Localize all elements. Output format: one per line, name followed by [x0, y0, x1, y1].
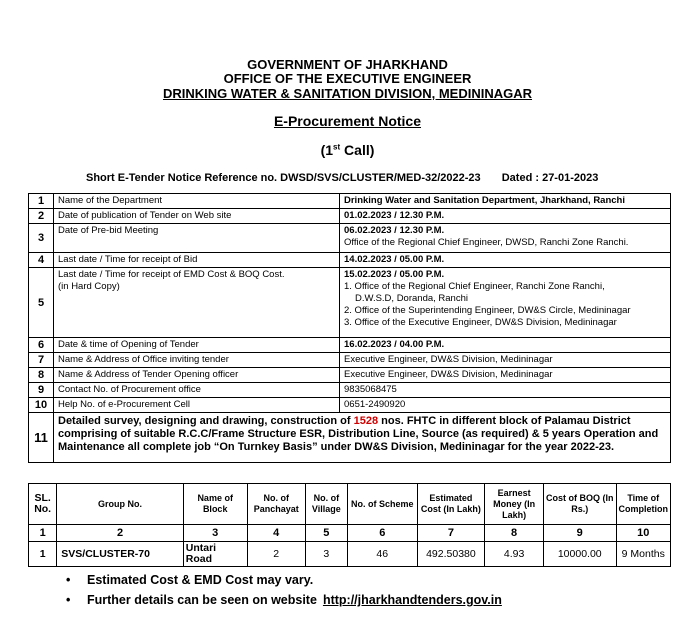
block-name: Untari Road	[183, 542, 247, 567]
row-value: 0651-2490920	[340, 398, 671, 413]
table-row	[29, 253, 671, 268]
row-value: Executive Engineer, DW&S Division, Medininagar	[340, 353, 671, 368]
table-row	[29, 268, 671, 338]
col-number: 4	[247, 525, 305, 542]
row-label: Contact No. of Procurement office	[54, 383, 340, 398]
col-number: 6	[347, 525, 417, 542]
group-header-row	[29, 484, 671, 525]
table-row	[29, 194, 671, 209]
reference-date: Dated : 27-01-2023	[501, 172, 599, 184]
row-value: 15.02.2023 / 05.00 P.M. 1. Office of the Regional Chief Engineer, Ranchi Zone Ranchi, D.W.S.D, Doranda, Ranchi 2. Office of the Superintending Engineer, DW&S Circle, Medininagar 3. Office of the Executive Engineer, DW&S Division, Medininagar	[340, 268, 671, 338]
row-value: 9835068475	[340, 383, 671, 398]
header-line-1: GOVERNMENT OF JHARKHAND	[247, 57, 448, 72]
row-label: Name of the Department	[54, 194, 340, 209]
table-row	[29, 353, 671, 368]
row-sl: 5	[29, 268, 54, 338]
row-value: 16.02.2023 / 04.00 P.M.	[340, 338, 671, 353]
row-sl: 8	[29, 368, 54, 383]
col-number: 10	[616, 525, 671, 542]
col-number: 3	[183, 525, 247, 542]
reference-number: Short E-Tender Notice Reference no. DWSD/SVS/CLUSTER/MED-32/2022-23	[86, 172, 481, 184]
row-sl: 3	[29, 224, 54, 253]
row-label: Date & time of Opening of Tender	[54, 338, 340, 353]
column-number-row	[29, 525, 671, 542]
row-sl: 1	[29, 194, 54, 209]
col-number: 8	[485, 525, 544, 542]
col-header: No. of Village	[305, 484, 347, 525]
col-number: 9	[543, 525, 616, 542]
call-label: (1st Call)	[320, 142, 375, 158]
work-description-row	[29, 413, 671, 463]
row-sl: 11	[29, 413, 54, 463]
group-number: SVS/CLUSTER-70	[57, 542, 183, 567]
col-number: 5	[305, 525, 347, 542]
col-header: Group No.	[57, 484, 183, 525]
row-sl: 4	[29, 253, 54, 268]
table-row	[29, 398, 671, 413]
col-header: Time of Completion	[616, 484, 671, 525]
col-number: 7	[417, 525, 485, 542]
group-details-table	[28, 483, 671, 567]
row-label: Date of publication of Tender on Web site	[54, 209, 340, 224]
village-count: 3	[305, 542, 347, 567]
bullet-icon: •	[66, 573, 71, 587]
row-label: Help No. of e-Procurement Cell	[54, 398, 340, 413]
table-row	[29, 542, 671, 567]
website-link[interactable]: http://jharkhandtenders.gov.in	[322, 593, 502, 607]
table-row	[29, 338, 671, 353]
col-header: Earnest Money (In Lakh)	[485, 484, 544, 525]
estimated-cost: 492.50380	[417, 542, 485, 567]
row-label: Date of Pre-bid Meeting	[54, 224, 340, 253]
row-value: Drinking Water and Sanitation Department, Jharkhand, Ranchi	[340, 194, 671, 209]
row-label: Last date / Time for receipt of EMD Cost & BOQ Cost. (in Hard Copy)	[54, 268, 340, 338]
fhtc-count: 1528	[353, 415, 379, 427]
panchayat-count: 2	[247, 542, 305, 567]
row-label: Last date / Time for receipt of Bid	[54, 253, 340, 268]
header-line-2: OFFICE OF THE EXECUTIVE ENGINEER	[223, 71, 472, 86]
work-description: Detailed survey, designing and drawing, construction of 1528 nos. FHTC in different block of Palamau District comprising of suitable R.C.C/Frame Structure ESR, Distribution Line, Source (as required) & 5 years Operation and Maintenance all complete job “On Turnkey Basis” under DW&S Division, Medininagar for the year 2022-23.	[54, 413, 671, 463]
row-label: Name & Address of Office inviting tender	[54, 353, 340, 368]
notice-title: E-Procurement Notice	[273, 113, 422, 129]
row-sl: 6	[29, 338, 54, 353]
row-sl: 7	[29, 353, 54, 368]
col-header: No. of Panchayat	[247, 484, 305, 525]
row-sl: 2	[29, 209, 54, 224]
row-value: Executive Engineer, DW&S Division, Medininagar	[340, 368, 671, 383]
col-header: Estimated Cost (In Lakh)	[417, 484, 485, 525]
col-header: Name of Block	[183, 484, 247, 525]
table-row	[29, 368, 671, 383]
earnest-money: 4.93	[485, 542, 544, 567]
table-row	[29, 209, 671, 224]
row-value: 06.02.2023 / 12.30 P.M. Office of the Regional Chief Engineer, DWSD, Ranchi Zone Ranchi.	[340, 224, 671, 253]
bullet-icon: •	[66, 593, 71, 607]
row-sl: 9	[29, 383, 54, 398]
notes-list	[66, 571, 502, 611]
scheme-count: 46	[347, 542, 417, 567]
boq-cost: 10000.00	[543, 542, 616, 567]
table-row	[29, 224, 671, 253]
row-value: 01.02.2023 / 12.30 P.M.	[340, 209, 671, 224]
completion-time: 9 Months	[616, 542, 671, 567]
group-sl: 1	[29, 542, 57, 567]
col-number: 2	[57, 525, 183, 542]
row-label: Name & Address of Tender Opening officer	[54, 368, 340, 383]
header-line-3: DRINKING WATER & SANITATION DIVISION, MEDININAGAR	[162, 86, 533, 101]
reference-line	[86, 172, 598, 184]
row-value: 14.02.2023 / 05.00 P.M.	[340, 253, 671, 268]
tender-details-table	[28, 193, 671, 463]
note-item: • Estimated Cost & EMD Cost may vary.	[66, 573, 314, 587]
note-item: • Further details can be seen on website http://jharkhandtenders.gov.in	[66, 593, 502, 607]
table-row	[29, 383, 671, 398]
col-header: Cost of BOQ (In Rs.)	[543, 484, 616, 525]
col-number: 1	[29, 525, 57, 542]
row-sl: 10	[29, 398, 54, 413]
col-header: No. of Scheme	[347, 484, 417, 525]
col-header: SL. No.	[29, 484, 57, 525]
